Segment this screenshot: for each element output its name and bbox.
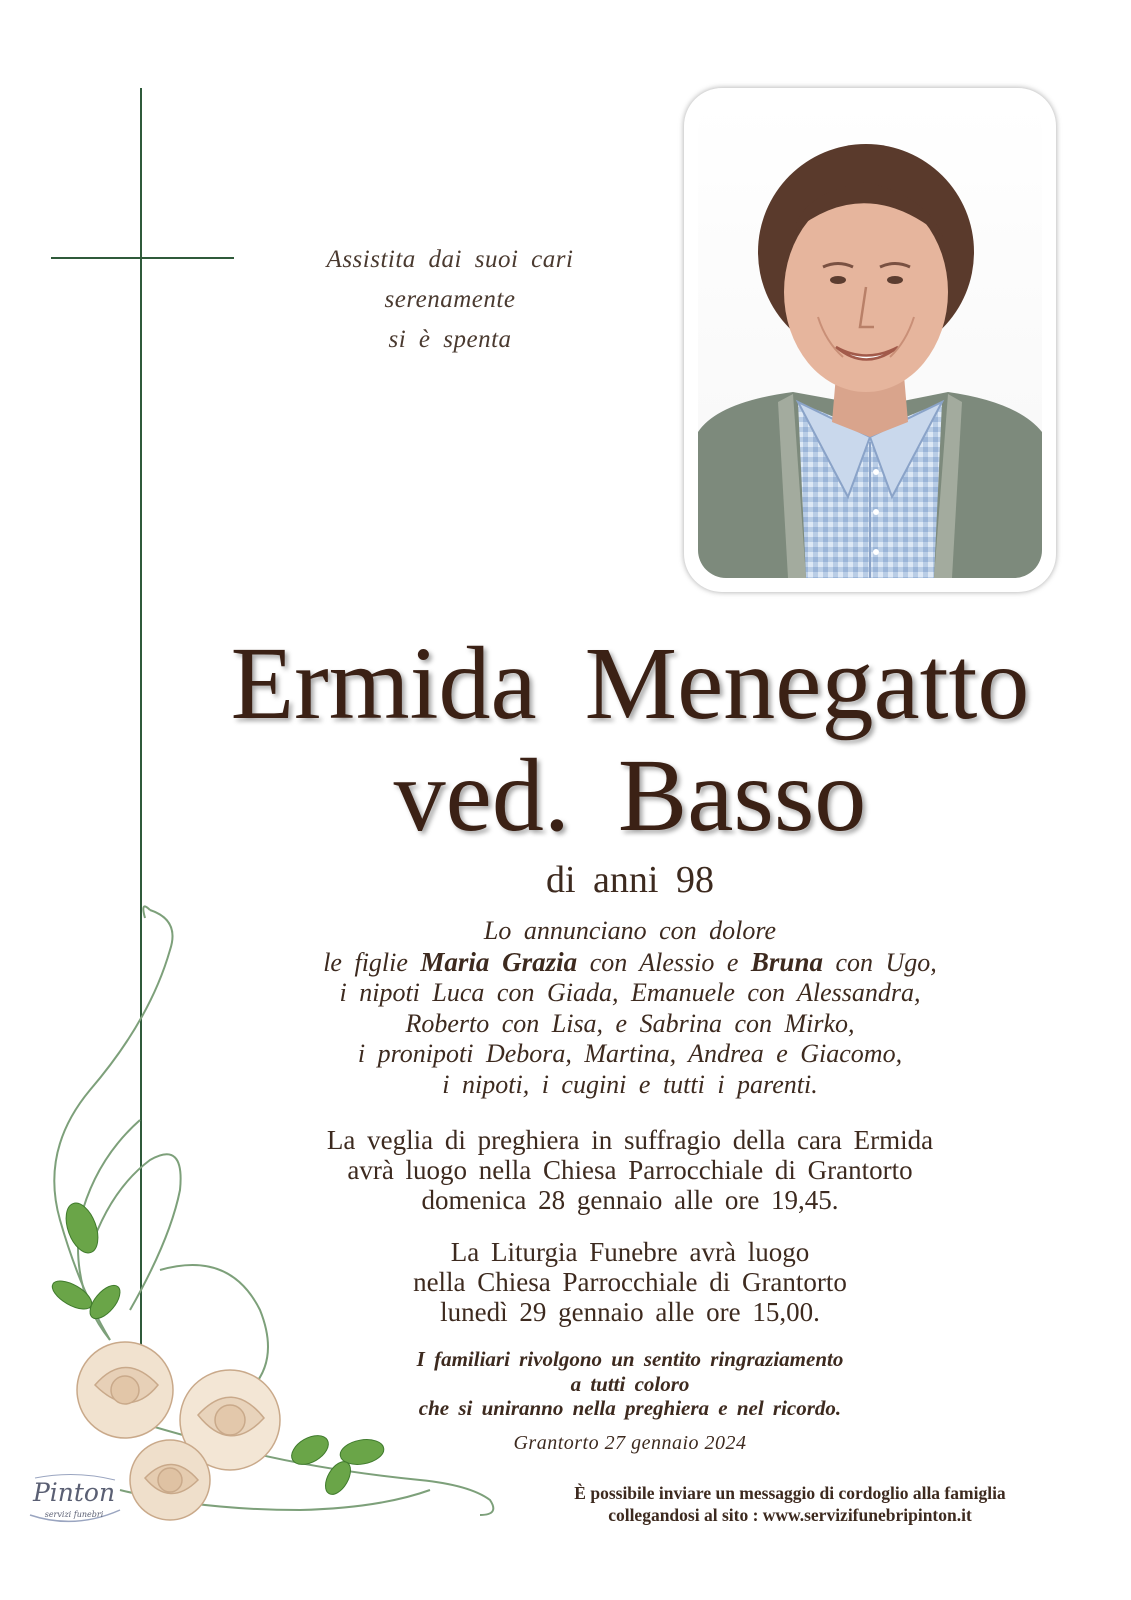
thanks-line: che si uniranno nella preghiera e nel ricordo. [418,1396,842,1420]
deceased-age: di anni 98 [546,859,714,901]
announcement-fragment: con Alessio e [589,947,739,977]
daughter-name: Maria Grazia [420,946,578,977]
announcement-line: i nipoti Luca con Giada, Emanuele con Alessandra, [339,978,921,1007]
announcement-line: i nipoti, i cugini e tutti i parenti. [442,1069,818,1099]
portrait-photo [698,102,1042,578]
wake-line: La veglia di preghiera in suffragio della cara Ermida [326,1125,934,1155]
daughter-name: Bruna [750,946,823,977]
announcement-line: i pronipoti Debora, Martina, Andrea e Giacomo, [357,1039,903,1068]
deceased-name: Ermida Menegatto [230,626,1030,741]
announcement-line: Roberto con Lisa, e Sabrina con Mirko, [405,1008,855,1038]
thanks-line: a tutti coloro [570,1371,690,1396]
portrait-frame [684,88,1056,592]
deceased-married-name: ved. Basso [393,738,867,853]
announcement-line: Lo annunciano con dolore [483,916,777,945]
intro-line: si è spenta [388,326,512,353]
funeral-line: lunedì 29 gennaio alle ore 15,00. [440,1297,820,1327]
announcement-fragment: con Ugo, [835,947,937,977]
intro-line: serenamente [384,286,516,313]
intro-line: Assistita dai suoi cari [326,246,574,273]
logo-name: Pinton [32,1478,116,1507]
wake-line: domenica 28 gennaio alle ore 19,45. [421,1185,839,1215]
funeral-line: nella Chiesa Parrocchiale di Grantorto [413,1267,847,1297]
funeral-line: La Liturgia Funebre avrà luogo [450,1237,810,1267]
intro-text [300,240,600,360]
wake-line: avrà luogo nella Chiesa Parrocchiale di Grantorto [347,1155,913,1185]
online-condolence-info [470,1482,1110,1526]
thanks-line: I familiari rivolgono un sentito ringraziamento [416,1347,844,1371]
online-line[interactable]: collegandosi al sito : www.servizifunebripinton.it [608,1505,972,1525]
announcement-fragment: le figlie [323,947,408,977]
online-line: È possibile inviare un messaggio di cordoglio alla famiglia [574,1483,1006,1503]
logo-subtitle: servizi funebri [44,1510,104,1519]
place-date: Grantorto 27 gennaio 2024 [513,1432,747,1454]
cross-horizontal-bar [51,257,234,259]
